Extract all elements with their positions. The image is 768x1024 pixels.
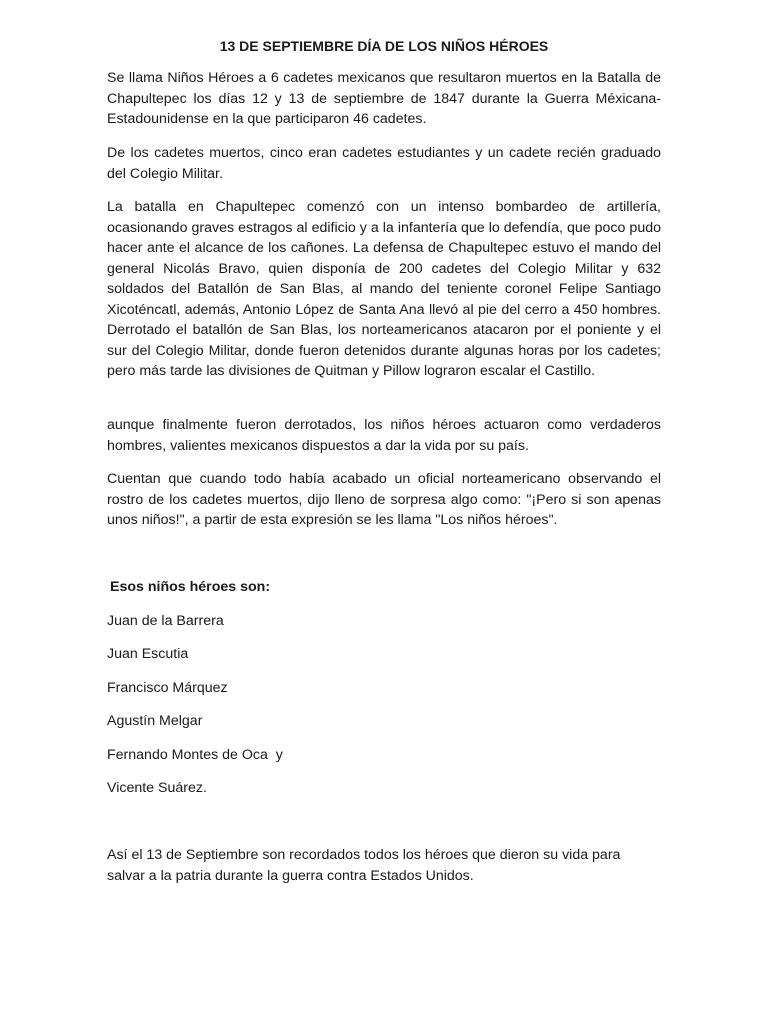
hero-name: Juan de la Barrera: [107, 613, 224, 629]
paragraph-closing: Así el 13 de Septiembre son recordados todos los héroes que dieron su vida para salvar a la patria durante la guerra contra Estados Unidos.: [107, 847, 621, 884]
paragraph-battle: La batalla en Chapultepec comenzó con un intenso bombardeo de artillería, ocasionando graves estragos al edificio y a la infantería que lo defendía, que poco pudo hacer ante el alcance de los cañones. La defensa de Chapultepec estuvo el mando del general Nicolás Bravo, quien disponía de 200 cadetes del Colegio Militar y 632 soldados del Batallón de San Blas, al mando del teniente coronel Felipe Santiago Xicoténcatl, además, Antonio López de Santa Ana llevó al pie del cerro a 450 hombres. Derrotado el batallón de San Blas, los norteamericanos atacaron por el poniente y el sur del Colegio Militar, donde fueron detenidos durante algunas horas por los cadetes; pero más tarde las divisiones de Quitman y Pillow lograron escalar el Castillo.: [107, 199, 661, 379]
document-title: 13 DE SEPTIEMBRE DÍA DE LOS NIÑOS HÉROES: [219, 38, 549, 54]
hero-name: Francisco Márquez: [107, 680, 228, 696]
hero-name: Agustín Melgar: [107, 713, 203, 729]
hero-name: Juan Escutia: [107, 646, 189, 662]
paragraph-defeat: aunque finalmente fueron derrotados, los niños héroes actuaron como verdaderos hombres, valientes mexicanos dispuestos a dar la vida por su país.: [107, 417, 661, 454]
heroes-heading: Esos niños héroes son:: [110, 579, 271, 595]
hero-name: Vicente Suárez.: [107, 780, 207, 796]
paragraph-intro: Se llama Niños Héroes a 6 cadetes mexicanos que resultaron muertos en la Batalla de Chapultepec los días 12 y 13 de septiembre de 1847 durante la Guerra Méxicana-Estadounidense en la que participaron 46 cadetes.: [107, 70, 661, 127]
paragraph-cadets: De los cadetes muertos, cinco eran cadetes estudiantes y un cadete recién graduado del Colegio Militar.: [107, 145, 661, 182]
hero-name: Fernando Montes de Oca y: [107, 747, 283, 763]
paragraph-legend: Cuentan que cuando todo había acabado un oficial norteamericano observando el rostro de los cadetes muertos, dijo lleno de sorpresa algo como: "¡Pero si son apenas unos niños!", a partir de esta expresión se les llama "Los niños héroes".: [107, 471, 661, 528]
